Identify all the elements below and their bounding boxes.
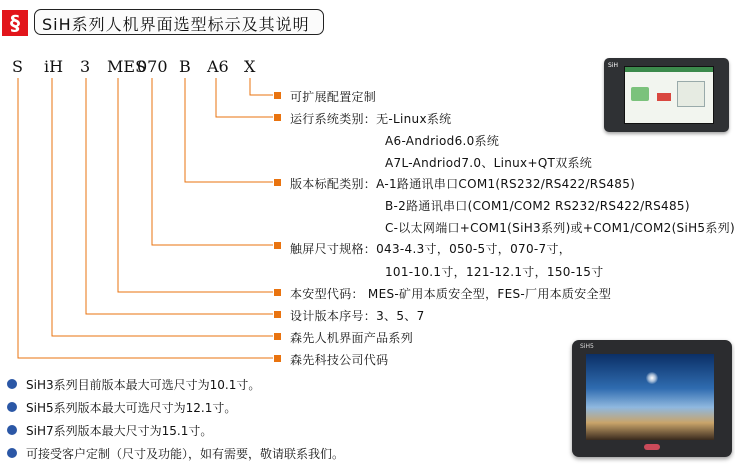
note-item: SiH7系列版本最大尺寸为15.1寸。 bbox=[26, 424, 213, 438]
connector-line-port bbox=[185, 78, 273, 182]
bullet-dot bbox=[7, 402, 17, 412]
desc-version: 设计版本序号：3、5、7 bbox=[290, 309, 425, 323]
desc-port: 版本标配类别：A-1路通讯串口COM1(RS232/RS422/RS485) bbox=[290, 177, 636, 191]
brand-logo-icon: SiH bbox=[608, 62, 618, 69]
desc-size: 触屏尺寸规格：043-4.3寸，050-5寸，070-7寸， bbox=[290, 242, 572, 256]
connector-line-size bbox=[152, 78, 273, 245]
marker-os bbox=[274, 114, 281, 121]
desc-port-c: C-以太网端口+COM1(SiH3系列)或+COM1/COM2(SiH5系列) bbox=[385, 221, 735, 235]
connector-line-version bbox=[86, 78, 273, 314]
desc-port-b: B-2路通讯串口(COM1/COM2 RS232/RS422/RS485) bbox=[385, 199, 690, 213]
marker-safety bbox=[274, 289, 281, 296]
code-segment-s: S bbox=[12, 57, 23, 76]
note-item: SiH3系列目前版本最大可选尺寸为10.1寸。 bbox=[26, 378, 261, 392]
note-item: 可接受客户定制（尺寸及功能），如有需要，敬请联系我们。 bbox=[26, 447, 345, 461]
bullet-dot bbox=[7, 448, 17, 458]
desc-os: 运行系统类别：无-Linux系统 bbox=[290, 112, 452, 126]
bullet-dot bbox=[7, 425, 17, 435]
device-screen-night-sky bbox=[586, 354, 714, 440]
code-segment-custom: X bbox=[244, 57, 256, 76]
marker-custom bbox=[274, 92, 281, 99]
device-screen bbox=[624, 66, 714, 124]
desc-company: 森先科技公司代码 bbox=[290, 353, 389, 367]
code-segment-safety: MES bbox=[107, 57, 147, 76]
desc-safety: 本安型代码： MES-矿用本质安全型，FES-厂用本质安全型 bbox=[290, 287, 612, 301]
hmi-device-image-small bbox=[604, 58, 729, 132]
desc-os-a6: A6-Andriod6.0系统 bbox=[385, 134, 500, 148]
page-title: SiH系列人机界面选型标示及其说明 bbox=[42, 15, 310, 34]
note-item: SiH5系列版本最大可选尺寸为12.1寸。 bbox=[26, 401, 237, 415]
desc-custom: 可扩展配置定制 bbox=[290, 90, 377, 104]
device-button-icon bbox=[644, 444, 660, 450]
code-segment-version: 3 bbox=[80, 57, 91, 76]
code-segment-port: B bbox=[179, 57, 191, 76]
code-segment-size: 070 bbox=[137, 57, 168, 76]
star-icon bbox=[646, 372, 658, 384]
marker-series bbox=[274, 333, 281, 340]
connector-line-custom bbox=[250, 78, 273, 95]
connector-line-os bbox=[216, 78, 273, 117]
marker-version bbox=[274, 311, 281, 318]
marker-size bbox=[274, 242, 281, 249]
code-segment-os: A6 bbox=[207, 57, 229, 76]
connector-line-company bbox=[18, 78, 273, 358]
marker-company bbox=[274, 355, 281, 362]
desc-size-2: 101-10.1寸，121-12.1寸，150-15寸 bbox=[385, 265, 604, 279]
connector-line-safety bbox=[118, 78, 273, 292]
section-sign-icon: § bbox=[2, 10, 28, 36]
bullet-dot bbox=[7, 379, 17, 389]
desc-os-a7l: A7L-Andriod7.0、Linux+QT双系统 bbox=[385, 156, 593, 170]
marker-port bbox=[274, 179, 281, 186]
brand-logo-icon: SiH5 bbox=[580, 343, 594, 350]
hmi-device-image-large bbox=[572, 340, 732, 457]
code-segment-ih: iH bbox=[44, 57, 64, 76]
desc-series: 森先人机界面产品系列 bbox=[290, 331, 414, 345]
